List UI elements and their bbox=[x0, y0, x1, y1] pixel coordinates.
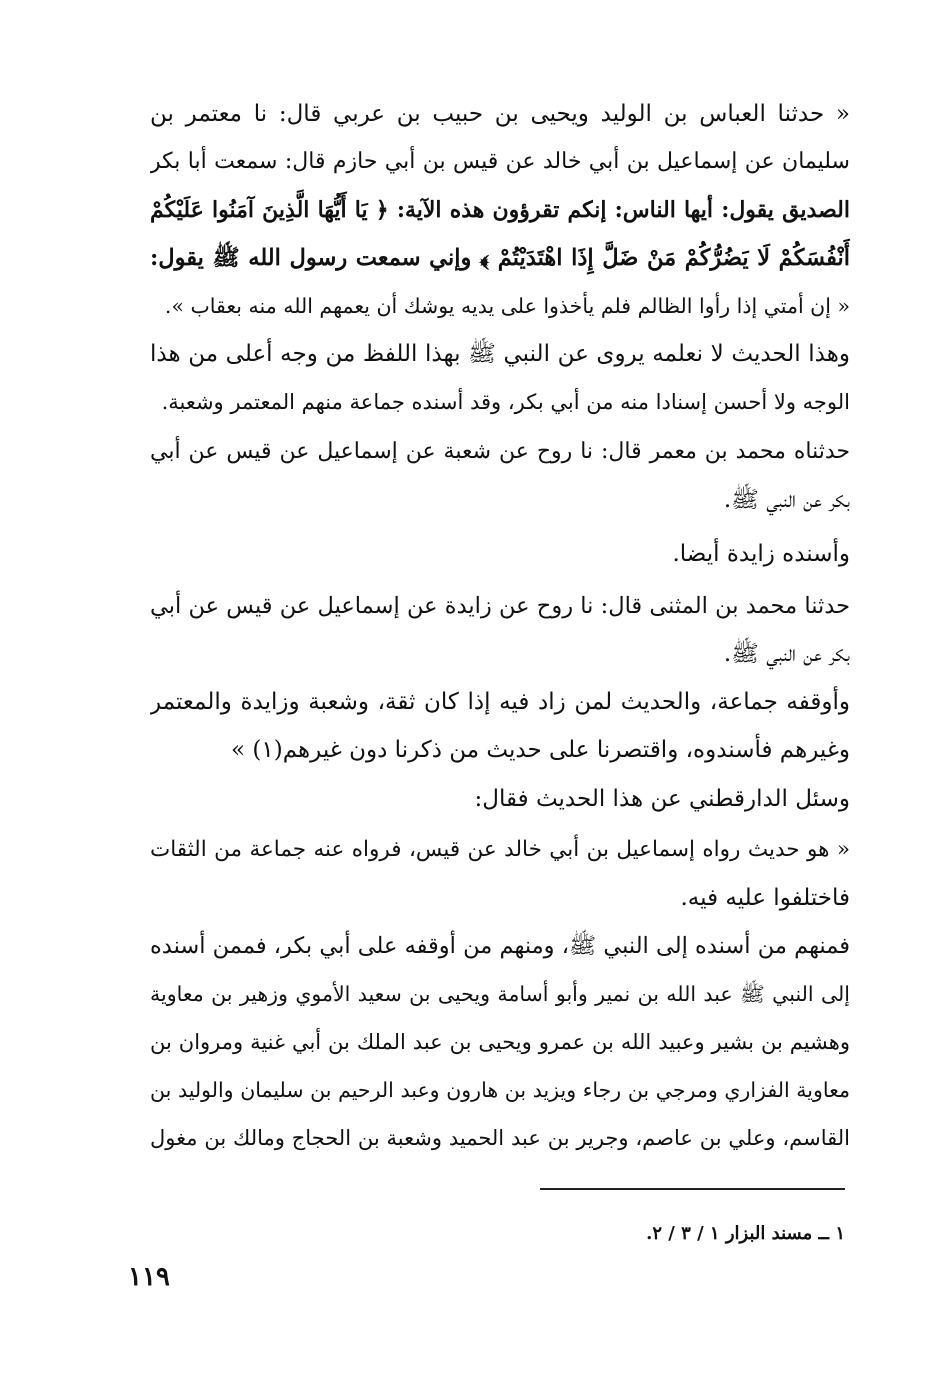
text-line: حدثناه محمد بن معمر قال: نا روح عن شعبة عن إسماعيل عن قيس عن أبي bbox=[150, 439, 850, 464]
paragraph-6 bbox=[150, 678, 850, 774]
text-line: وهشيم بن بشير وعبيد الله بن عمرو ويحيى بن عبد الملك بن أبي غنية ومروان بن bbox=[150, 1030, 850, 1054]
text-line: بكر عن النبي ﷺ. bbox=[723, 641, 850, 667]
text-line: وغيرهم فأسندوه، واقتصرنا على حديث من ذكرنا دون غيرهم(١) » bbox=[231, 737, 850, 763]
paragraph-4 bbox=[150, 530, 850, 578]
text-line: حدثنا محمد بن المثنى قال: نا روح عن زايدة عن إسماعيل عن قيس عن أبي bbox=[150, 593, 850, 619]
text-line: « هو حديث رواه إسماعيل بن أبي خالد عن قيس، فرواه عنه جماعة من الثقات bbox=[150, 837, 850, 862]
footnote: ١ ــ مسند البزار ١ / ٣ / ٢. bbox=[646, 1223, 845, 1244]
paragraph-2 bbox=[150, 330, 850, 426]
text-line: معاوية الفزاري ومرجي بن رجاء ويزيد بن هارون وعبد الرحيم بن سليمان والوليد بن bbox=[150, 1078, 850, 1102]
text-line: إلى النبي ﷺ عبد الله بن نمير وأبو أسامة ويحيى بن سعيد الأموي وزهير بن معاوية bbox=[150, 982, 850, 1006]
text-line: فاختلفوا عليه فيه. bbox=[680, 885, 850, 911]
paragraph-8 bbox=[150, 826, 850, 922]
page-number: ١١٩ bbox=[128, 1262, 170, 1292]
text-line: « إن أمتي إذا رأوا الظالم فلم يأخذوا على يديه يوشك أن يعمهم الله منه بعقاب ». bbox=[164, 294, 850, 318]
text-line: القاسم، وعلي بن عاصم، وجرير بن عبد الحميد وشعبة بن الحجاج ومالك بن مغول bbox=[150, 1126, 850, 1150]
text-line: سليمان عن إسماعيل بن أبي خالد عن قيس بن أبي حازم قال: سمعت أبا بكر bbox=[150, 149, 850, 174]
text-line: وأسنده زايدة أيضا. bbox=[672, 541, 850, 567]
text-line: فمنهم من أسنده إلى النبي ﷺ، ومنهم من أوقفه على أبي بكر، فممن أسنده bbox=[150, 933, 850, 959]
paragraph-1 bbox=[150, 90, 850, 330]
text-line: وهذا الحديث لا نعلمه يروى عن النبي ﷺ بهذا اللفظ من وجه أعلى من هذا bbox=[150, 341, 850, 367]
text-line: « حدثنا العباس بن الوليد ويحيى بن حبيب بن عربي قال: نا معتمر بن bbox=[150, 101, 850, 127]
text-line: الوجه ولا أحسن إسنادا منه من أبي بكر، وقد أسنده جماعة منهم المعتمر وشعبة. bbox=[161, 390, 850, 414]
paragraph-3 bbox=[150, 428, 850, 524]
text-line: الصديق يقول: أيها الناس: إنكم تقرؤون هذه الآية: ﴿ يَا أَيُّهَا الَّذِينَ آمَنُوا عَلَيْكُمْ bbox=[150, 197, 850, 223]
text-line: وسئل الدارقطني عن هذا الحديث فقال: bbox=[474, 786, 850, 812]
text-line: أَنْفُسَكُمْ لَا يَضُرُّكُمْ مَنْ ضَلَّ إِذَا اهْتَدَيْتُمْ ﴾ وإني سمعت رسول الله ﷺ يقول: bbox=[150, 245, 850, 271]
paragraph-9 bbox=[150, 922, 850, 1162]
paragraph-5 bbox=[150, 582, 850, 678]
text-line: وأوقفه جماعة، والحديث لمن زاد فيه إذا كان ثقة، وشعبة وزايدة والمعتمر bbox=[150, 689, 850, 715]
footnote-divider bbox=[540, 1188, 845, 1190]
paragraph-7 bbox=[150, 775, 850, 823]
text-line: بكر عن النبي ﷺ. bbox=[723, 487, 850, 513]
